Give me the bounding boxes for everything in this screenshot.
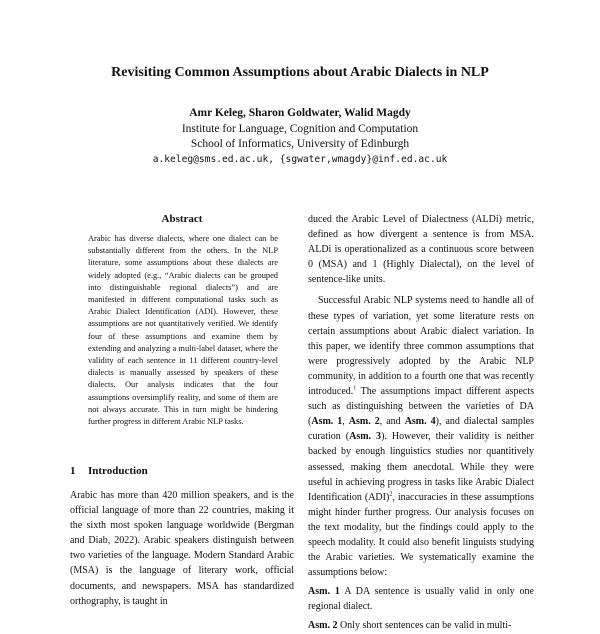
assumption-2-text: Only short sentences can be valid in multi- (337, 620, 512, 632)
p2-text-c: , (342, 416, 349, 428)
abstract-heading: Abstract (161, 213, 203, 225)
paper-title: Revisiting Common Assumptions about Arabic Dialects in NLP (111, 65, 489, 80)
author-emails: a.keleg@sms.ed.ac.uk, {sgwater,wmagdy}@inf.ed.ac.uk (152, 154, 448, 165)
p2-text-f: ). However, their validity is neither backed by enough linguistics studies nor quantitively assessed, making them anecdotal. While they were useful in achieving progress in tasks like Arabic Dialect Identification (ADI) (308, 431, 534, 503)
assumption-2-label: Asm. 2 (308, 620, 338, 632)
introduction-text: Arabic has more than 420 million speakers, and is the official language of more than 22 countries, making it the sixth most spoken language worldwide (Bergman and Diab, 2022). Arabic speakers distinguish between two varieties of the language. Modern Standard Arabic (MSA) is the language of literary work, official documents, and newspapers. MSA has standardized orthography, is taught in (70, 490, 294, 607)
footnote-marker-2[interactable]: 2 (389, 491, 393, 498)
asm-3-ref: Asm. 3 (349, 431, 382, 443)
asm-1-ref: Asm. 1 (311, 416, 343, 428)
p2-text-g: , inaccuracies in these assumptions might hinder further progress. Our analysis focuses on the text modality, but the findings could apply to the speech modality. It could also benefit linguists studying the Arabic varieties. We systematically examine the assumptions below: (308, 491, 534, 579)
assumption-1-text: A DA sentence is usually valid in only one regional dialect. (308, 586, 534, 613)
section-title: Introduction (88, 465, 148, 477)
p2-text-e: ), and dialectal samples curation ( (308, 416, 534, 443)
p2-text-b: The assumptions impact different aspects such as distinguishing between the varieties of DA ( (308, 386, 534, 428)
introduction-heading (70, 464, 294, 478)
affiliation-school: School of Informatics, University of Edinburgh (190, 138, 410, 150)
asm-2-ref: Asm. 2 (348, 416, 380, 428)
section-number: 1 (70, 465, 76, 477)
asm-4-ref: Asm. 4 (404, 416, 436, 428)
p2-text-d: , and (379, 416, 405, 428)
author-list: Amr Keleg, Sharon Goldwater, Walid Magdy (189, 107, 411, 119)
right-paragraph-2 (308, 293, 534, 580)
footnote-marker-1[interactable]: 1 (353, 385, 357, 392)
right-paragraph-1: duced the Arabic Level of Dialectness (ALDi) metric, defined as how divergent a sentence is from MSA. ALDi is operationalized as a continuous score between 0 (MSA) and 1 (Highly Dialectal), on the level of sentence-like units. (308, 214, 534, 286)
p2-text-a: Successful Arabic NLP systems need to handle all of these types of variation, yet some literature rests on certain assumptions about Arabic dialect variation. In this paper, we identify three common assumptions that were progressively adopted by the Arabic NLP community, in addition to a fourth one that was recently introduced. (308, 295, 534, 398)
assumption-1-label: Asm. 1 (308, 586, 340, 598)
assumption-1 (308, 584, 534, 614)
affiliation-institute: Institute for Language, Cognition and Computation (181, 123, 419, 135)
right-column (308, 212, 534, 634)
assumption-2 (308, 618, 534, 633)
abstract-text: Arabic has diverse dialects, where one dialect can be substantially different from the others. In the NLP literature, some assumptions about these dialects are widely adopted (e.g., “Arabic dialects can be grouped into distinguishable regional dialects”) and are manifested in different computational tasks such as Arabic Dialect Identification (ADI). However, these assumptions are not quantitatively verified. We identify four of these assumptions and examine them by extending and analyzing a multi-label dataset, where the validity of each sentence in 11 different country-level dialects is manually assessed by speakers of these dialects. Our analysis indicates that the four assumptions oversimplify reality, and some of them are not always accurate. This in turn might be hindering further progress in different Arabic NLP tasks. (88, 234, 278, 427)
